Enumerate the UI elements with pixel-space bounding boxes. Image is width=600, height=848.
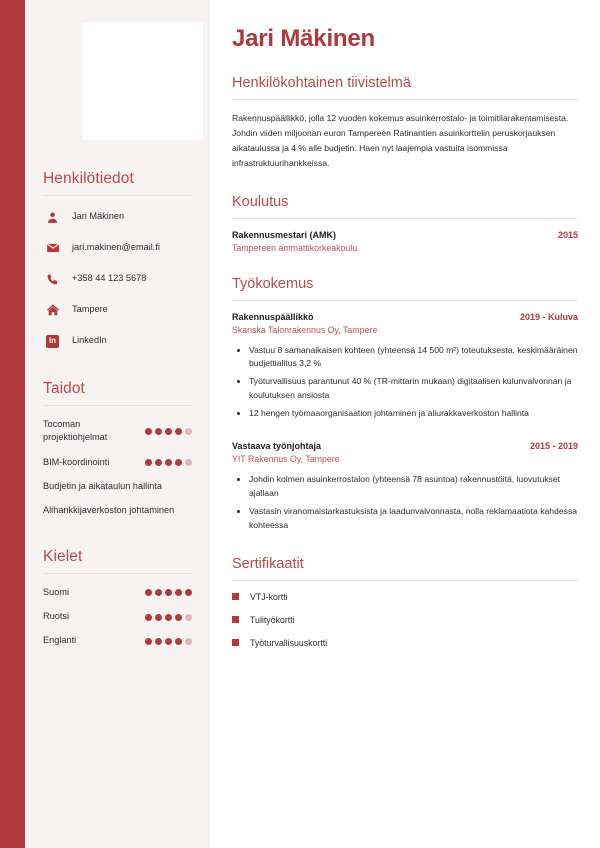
home-icon	[43, 303, 62, 317]
education-entry-head	[232, 230, 578, 240]
contact-list	[43, 208, 192, 350]
divider-experience	[232, 300, 578, 301]
experience-entry-head	[232, 312, 578, 322]
rating-dot-empty	[185, 638, 192, 645]
section-heading-certificates: Sertifikaatit	[232, 555, 304, 572]
skill-label: Budjetin ja aikataulun hallinta	[43, 481, 163, 492]
skill-label: Alihankkijaverkoston johtaminen	[43, 505, 175, 516]
contact-value-linkedin: LinkedIn	[72, 335, 107, 346]
language-rating-dots	[145, 588, 192, 596]
section-heading-summary: Henkilökohtainen tiivistelmä	[232, 75, 411, 92]
entry-spacer	[232, 425, 578, 441]
sidebar-heading-languages: Kielet	[43, 547, 83, 565]
sidebar-heading-skills: Taidot	[43, 380, 85, 397]
experience-entry	[232, 441, 578, 533]
education-entry	[232, 230, 578, 253]
experience-date: 2015 - 2019	[529, 441, 578, 452]
language-label: Ruotsi	[43, 611, 70, 622]
rating-dot-filled	[175, 614, 182, 621]
divider-languages	[43, 573, 192, 574]
sidebar	[25, 0, 210, 848]
rating-dot-filled	[165, 638, 172, 645]
rating-dot-filled	[155, 428, 162, 435]
skill-rating-dots	[145, 458, 192, 466]
divider-skills	[43, 405, 192, 406]
linkedin-icon: in	[43, 335, 62, 348]
rating-dot-filled	[155, 459, 162, 466]
skill-label: BIM-koordinointi	[43, 456, 110, 467]
left-accent-bar	[0, 0, 25, 848]
profile-photo-placeholder	[83, 22, 203, 140]
certificate-label: VTJ-kortti	[250, 591, 288, 602]
experience-date: 2019 - Kuluva	[519, 311, 578, 322]
certificate-label: Työturvallisuuskortti	[250, 637, 328, 648]
contact-item-name	[43, 208, 192, 226]
rating-dot-filled	[145, 589, 152, 596]
divider-summary	[232, 99, 578, 100]
rating-dot-filled	[175, 459, 182, 466]
education-institution: Tampereen ammattikorkeakoulu	[232, 242, 358, 253]
rating-dot-filled	[145, 459, 152, 466]
contact-item-location	[43, 301, 192, 319]
phone-icon	[43, 273, 62, 286]
rating-dot-filled	[155, 638, 162, 645]
certificate-item	[232, 592, 578, 602]
rating-dot-filled	[175, 428, 182, 435]
divider-education	[232, 218, 578, 219]
experience-bullet: • Johdin kolmen asuinkerrostalon (yhteensä 78 asuntoa) rakennustöitä, luovutukset ajallaan	[249, 473, 578, 501]
contact-value-phone: +358 44 123 5678	[72, 273, 147, 284]
skill-item	[43, 418, 192, 445]
contact-item-linkedin[interactable]	[43, 332, 192, 350]
language-item	[43, 586, 192, 599]
summary-text: Rakennuspäällikkö, jolla 12 vuoden kokemus asuinkerrostalo- ja toimitilarakentamisesta. Johdin viiden miljoonan euron Tampereen Ratinantien asuinkorttelin peruskorjauksen aikataulussa ja 4 % alle budjetin. Haen nyt laajempia vastuita isommissa infrastruktuurihankkeissa.	[232, 113, 569, 168]
skill-label: Tocoman projektiohjelmat	[43, 419, 108, 443]
rating-dot-filled	[175, 589, 182, 596]
experience-bullet: • Työturvallisuus parantunut 40 % (TR-mittarin mukaan) digitaalisen kulunvalvonnan ja koulutuksen ansiosta	[249, 375, 578, 403]
education-date: 2015	[557, 229, 578, 240]
certificate-label: Tulityökortti	[250, 614, 295, 625]
language-item	[43, 634, 192, 647]
language-item	[43, 610, 192, 623]
rating-dot-empty	[185, 614, 192, 621]
rating-dot-filled	[155, 589, 162, 596]
language-rating-dots	[145, 613, 192, 621]
divider-certificates	[232, 580, 578, 581]
square-bullet-icon	[232, 593, 239, 600]
rating-dot-filled	[175, 638, 182, 645]
envelope-icon	[43, 241, 62, 255]
rating-dot-filled	[165, 589, 172, 596]
education-degree: Rakennusmestari (AMK)	[232, 229, 337, 240]
experience-employer: Skanska Talonrakennus Oy, Tampere	[232, 324, 378, 335]
section-heading-education: Koulutus	[232, 193, 289, 210]
contact-value-location: Tampere	[72, 304, 108, 315]
rating-dot-filled	[145, 614, 152, 621]
experience-job-title: Rakennuspäällikkö	[232, 311, 314, 322]
language-label: Englanti	[43, 635, 77, 646]
page-title: Jari Mäkinen	[232, 25, 375, 52]
main-content	[210, 0, 600, 848]
divider-personal	[43, 195, 192, 196]
experience-bullet-list	[232, 473, 578, 533]
rating-dot-filled	[145, 428, 152, 435]
rating-dot-filled	[145, 638, 152, 645]
rating-dot-filled	[165, 614, 172, 621]
square-bullet-icon	[232, 639, 239, 646]
contact-value-name: Jari Mäkinen	[72, 211, 125, 222]
experience-bullet-list	[232, 344, 578, 422]
rating-dot-filled	[185, 589, 192, 596]
rating-dot-filled	[155, 614, 162, 621]
rating-dot-empty	[185, 428, 192, 435]
experience-entry	[232, 312, 578, 422]
sidebar-heading-personal: Henkilötiedot	[43, 170, 134, 187]
contact-item-phone[interactable]	[43, 270, 192, 288]
language-label: Suomi	[43, 586, 70, 597]
experience-entry-head	[232, 441, 578, 451]
certificates-list	[232, 592, 578, 648]
rating-dot-filled	[165, 428, 172, 435]
experience-bullet: • Vastuu 8 samanaikaisen kohteen (yhteensä 14 500 m²) toteutuksesta, keskimääräinen budjettialitus 3,2 %	[249, 344, 578, 372]
experience-employer: YIT Rakennus Oy, Tampere	[232, 454, 340, 465]
skill-rating-dots	[145, 427, 192, 435]
person-icon	[43, 211, 62, 224]
language-rating-dots	[145, 637, 192, 645]
rating-dot-filled	[165, 459, 172, 466]
certificate-item	[232, 615, 578, 625]
experience-job-title: Vastaava työnjohtaja	[232, 441, 322, 452]
section-heading-experience: Työkokemus	[232, 275, 314, 292]
languages-list	[43, 586, 192, 648]
rating-dot-empty	[185, 459, 192, 466]
contact-value-email: jari.makinen@email.fi	[72, 242, 160, 253]
skill-item	[43, 456, 192, 469]
experience-bullet: • Vastasin viranomaistarkastuksista ja laadunvalvonnasta, nolla reklamaatiota kahdessa kohteessa	[249, 505, 578, 533]
square-bullet-icon	[232, 616, 239, 623]
contact-item-email[interactable]	[43, 239, 192, 257]
skills-list	[43, 418, 192, 518]
certificate-item	[232, 638, 578, 648]
experience-bullet: • 12 hengen työmaaorganisaation johtaminen ja aliurakkaverkoston hallinta	[249, 407, 578, 421]
